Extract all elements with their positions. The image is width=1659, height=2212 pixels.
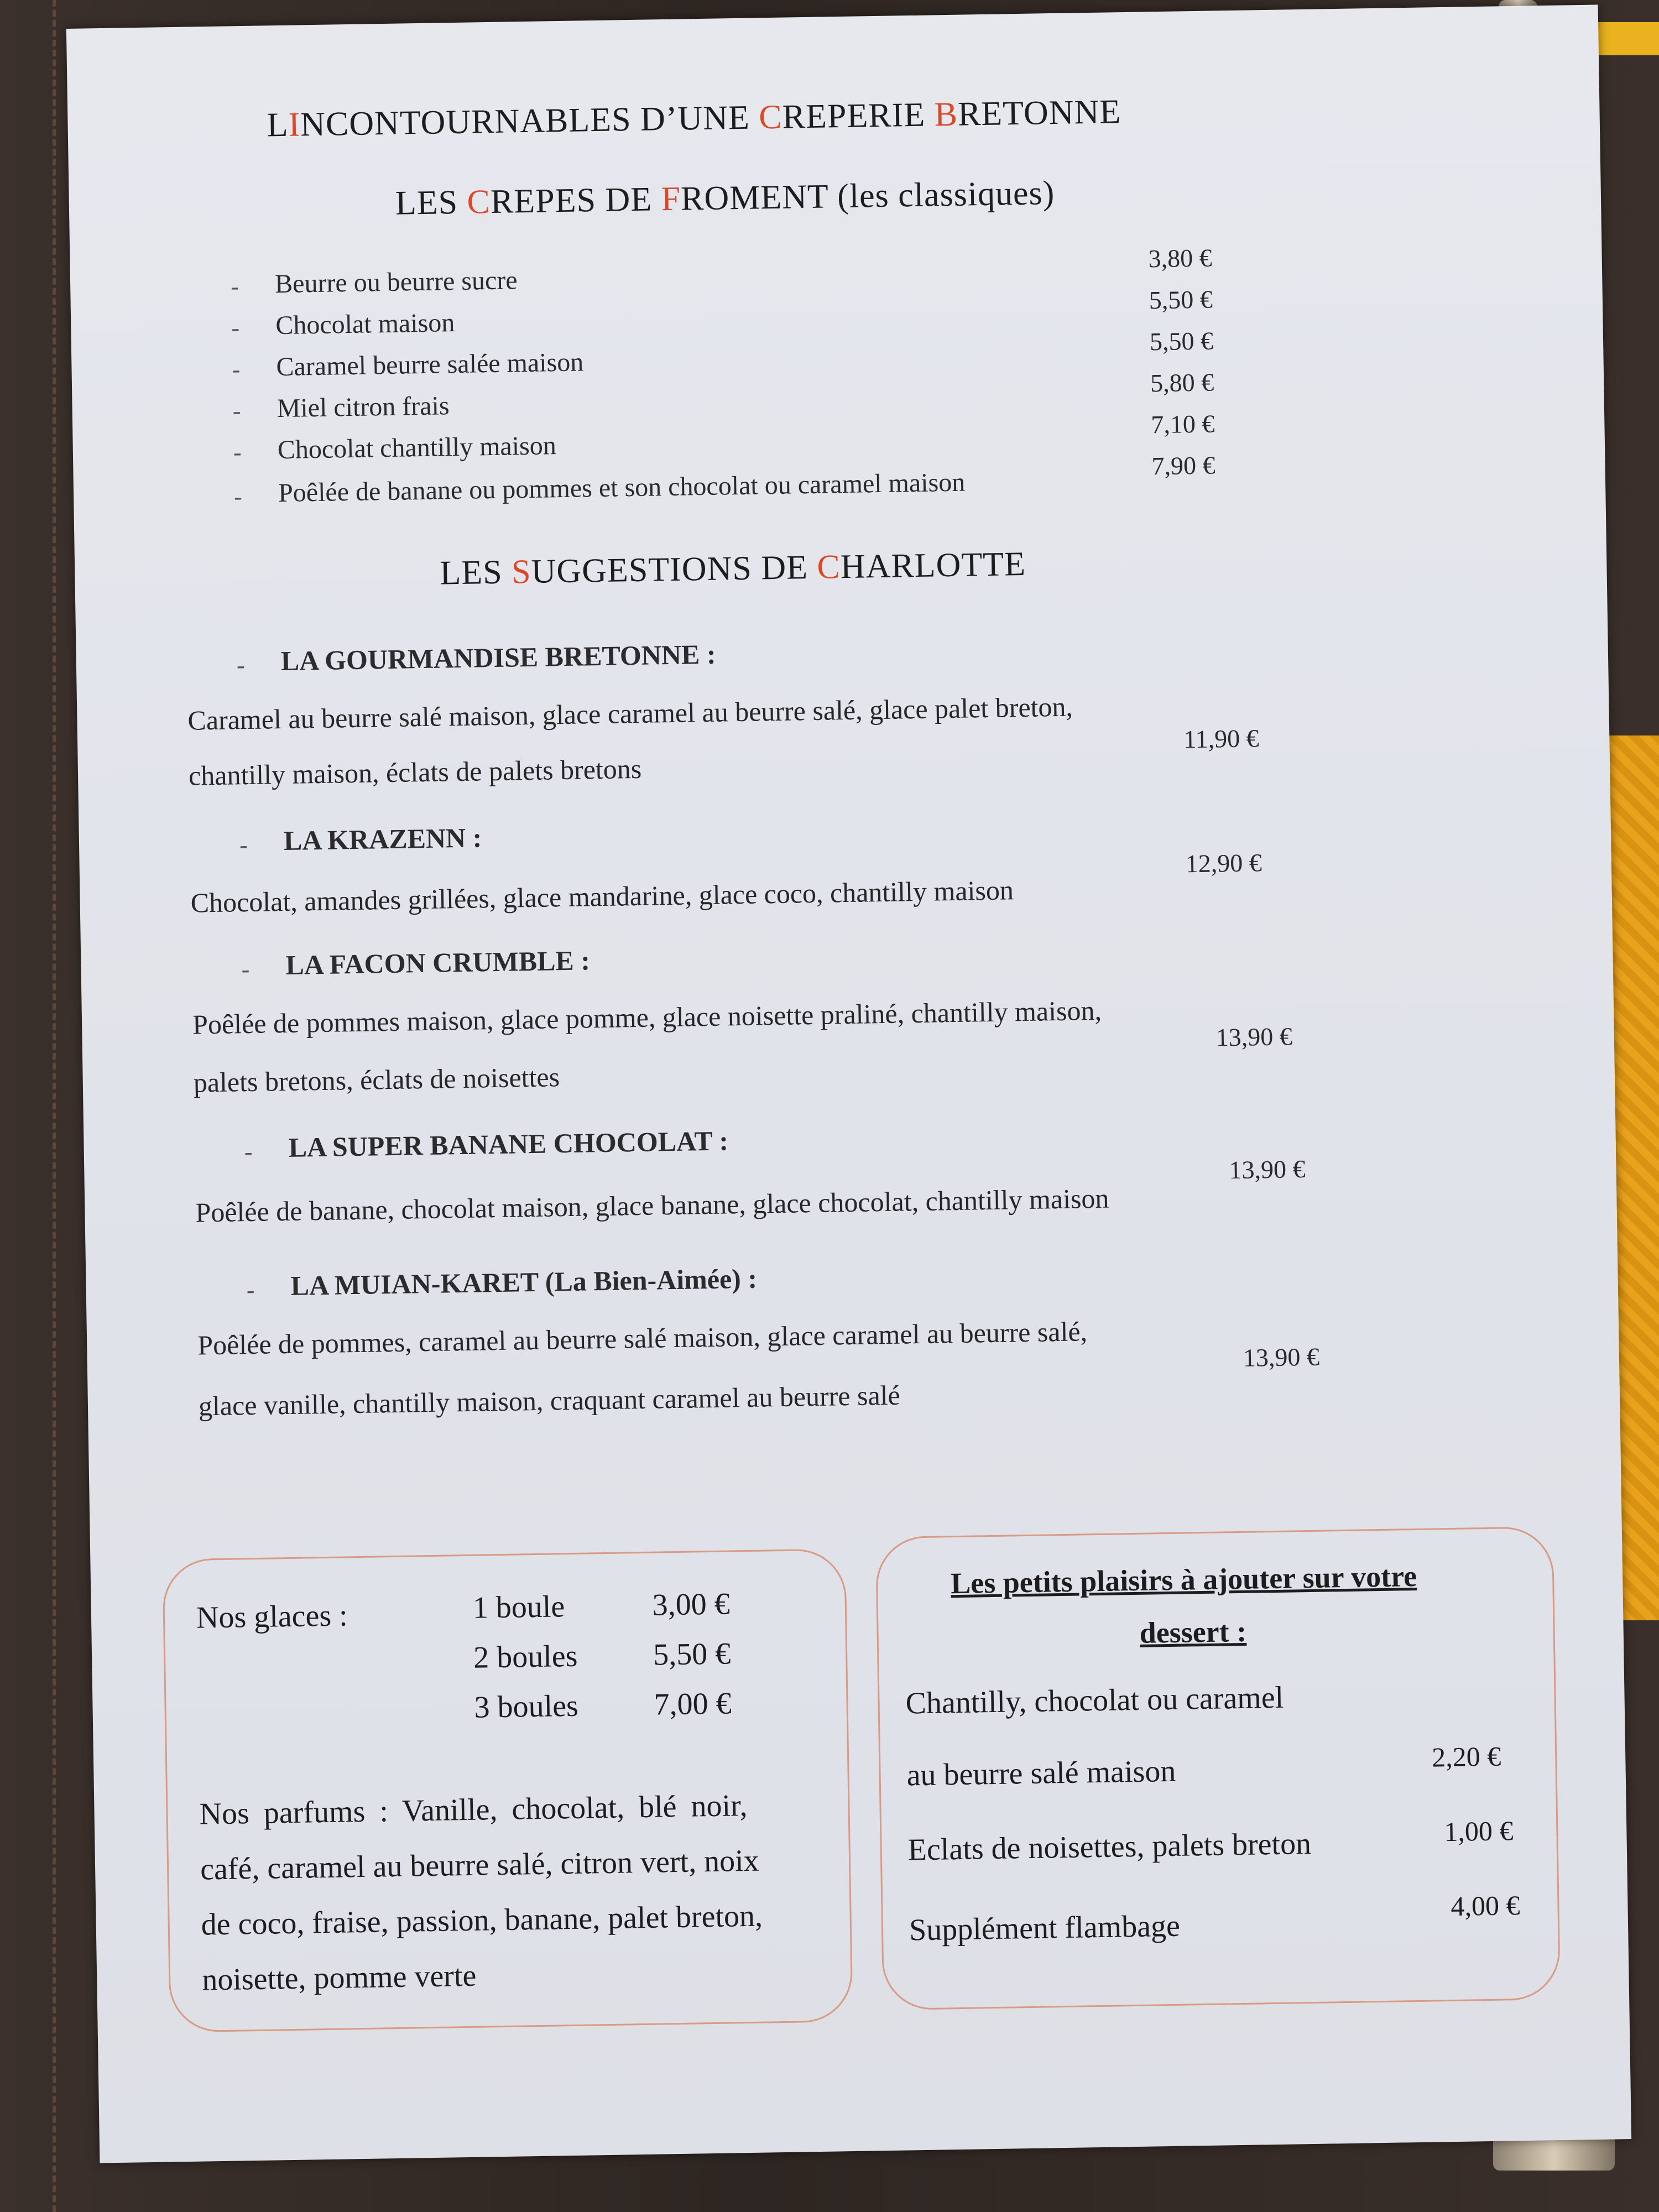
plaisirs-title: Les petits plaisirs à ajouter sur votre xyxy=(950,1559,1417,1600)
suggestion-price: 13,90 € xyxy=(1229,1155,1306,1185)
parfums-line: noisette, pomme verte xyxy=(201,1958,477,1997)
suggestion-price: 11,90 € xyxy=(1183,724,1259,754)
suggestion-description: glace vanille, chantilly maison, craquant caramel au beurre salé xyxy=(198,1379,901,1422)
bullet-dash: - xyxy=(232,356,241,383)
bullet-dash: - xyxy=(230,273,239,300)
glaces-qty: 2 boules xyxy=(473,1639,578,1675)
parfums-line: de coco, fraise, passion, banane, palet breton, xyxy=(201,1898,763,1942)
item-price: 5,50 € xyxy=(1149,285,1213,315)
item-price: 7,10 € xyxy=(1150,409,1215,439)
glaces-label: Nos glaces : xyxy=(196,1598,348,1635)
suggestion-name: LA MUIAN-KARET (La Bien-Aimée) : xyxy=(290,1262,758,1301)
suggestion-price: 13,90 € xyxy=(1215,1022,1293,1052)
item-name: Caramel beurre salée maison xyxy=(276,347,584,382)
suggestion-name: LA KRAZENN : xyxy=(283,822,482,856)
item-name: Chocolat chantilly maison xyxy=(277,431,557,465)
bullet-dash: - xyxy=(236,651,246,679)
suggestion-name: LA SUPER BANANE CHOCOLAT : xyxy=(288,1125,729,1163)
bullet-dash: - xyxy=(231,314,240,342)
suggestion-description: Poêlée de banane, chocolat maison, glace banane, glace chocolat, chantilly maison xyxy=(195,1182,1109,1228)
bullet-dash: - xyxy=(232,397,241,425)
item-price: 3,80 € xyxy=(1148,243,1213,273)
parfums-line: Nos parfums : Vanille, chocolat, blé noir, xyxy=(199,1788,748,1832)
bullet-dash: - xyxy=(233,483,243,510)
parfums-line: café, caramel au beurre salé, citron vert, noix xyxy=(200,1843,760,1887)
suggestion-description: Poêlée de pommes, caramel au beurre salé maison, glace caramel au beurre salé, xyxy=(197,1316,1088,1361)
glaces-qty: 1 boule xyxy=(472,1589,565,1625)
bullet-dash: - xyxy=(241,956,250,983)
item-price: 7,90 € xyxy=(1151,451,1215,481)
item-name: Poêlée de banane ou pommes et son chocolat ou caramel maison xyxy=(278,467,966,508)
bullet-dash: - xyxy=(244,1138,253,1166)
plaisirs-line: Supplément flambage xyxy=(909,1908,1181,1948)
menu-page xyxy=(66,4,1631,2163)
item-price: 5,50 € xyxy=(1149,326,1214,356)
section-title-suggestions: LES SUGGESTIONS DE CHARLOTTE xyxy=(439,545,1026,592)
item-name: Miel citron frais xyxy=(276,391,450,424)
menu-title: LINCONTOURNABLES D’UNE CREPERIE BRETONNE xyxy=(267,93,1121,144)
suggestion-name: LA GOURMANDISE BRETONNE : xyxy=(280,638,716,677)
bullet-dash: - xyxy=(246,1276,255,1304)
suggestion-name: LA FACON CRUMBLE : xyxy=(285,945,591,980)
glaces-qty: 3 boules xyxy=(474,1688,579,1725)
plaisirs-price: 4,00 € xyxy=(1451,1890,1520,1922)
glaces-price: 3,00 € xyxy=(652,1587,731,1623)
glaces-price: 5,50 € xyxy=(653,1636,731,1672)
binder-stitching xyxy=(53,0,56,2212)
section-title-froment: LES CREPES DE FROMENT (les classiques) xyxy=(395,174,1055,222)
plaisirs-price: 1,00 € xyxy=(1443,1815,1514,1848)
plaisirs-line: au beurre salé maison xyxy=(906,1754,1176,1793)
suggestion-description: chantilly maison, éclats de palets bretons xyxy=(188,753,642,791)
glaces-price: 7,00 € xyxy=(654,1686,732,1722)
item-name: Chocolat maison xyxy=(275,308,455,341)
item-name: Beurre ou beurre sucre xyxy=(274,265,518,299)
suggestion-price: 12,90 € xyxy=(1185,848,1262,878)
bullet-dash: - xyxy=(233,439,242,466)
suggestion-description: Poêlée de pommes maison, glace pomme, glace noisette praliné, chantilly maison, xyxy=(192,994,1102,1040)
plaisirs-line: Eclats de noisettes, palets breton xyxy=(907,1827,1312,1867)
item-price: 5,80 € xyxy=(1150,368,1214,398)
suggestion-price: 13,90 € xyxy=(1243,1342,1320,1372)
suggestion-description: palets bretons, éclats de noisettes xyxy=(193,1061,560,1098)
plaisirs-price: 2,20 € xyxy=(1431,1740,1501,1773)
suggestion-description: Chocolat, amandes grillées, glace mandarine, glace coco, chantilly maison xyxy=(190,874,1014,919)
plaisirs-title: dessert : xyxy=(1139,1614,1247,1650)
bullet-dash: - xyxy=(239,831,248,859)
plaisirs-line: Chantilly, chocolat ou caramel xyxy=(905,1680,1284,1721)
suggestion-description: Caramel au beurre salé maison, glace caramel au beurre salé, glace palet breton, xyxy=(187,691,1073,736)
